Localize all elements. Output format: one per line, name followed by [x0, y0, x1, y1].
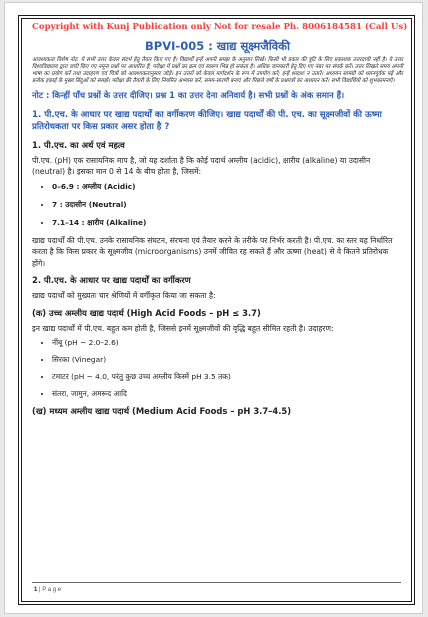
list-item: • 7 : उदासीन (Neutral) [52, 199, 403, 211]
section-heading-classification: 2. पी.एच. के आधार पर खाद्य पदार्थों का वर्गीकरण [32, 275, 191, 285]
page-footer [34, 587, 61, 593]
ph-definition-paragraph: पी.एच. (pH) एक रासायनिक माप है, जो यह दर्शाता है कि कोई पदार्थ अम्लीय (acidic), क्षारीय (alkaline) या उदासीन (neutral) है। इसका मान 0 से 14 के बीच होता है, जिसमें: [32, 155, 371, 176]
section-heading-ph-meaning: 1. पी.एच. का अर्थ एवं महत्व [32, 139, 125, 150]
list-item: • 7.1–14 : क्षारीय (Alkaline) [52, 217, 403, 229]
subheading-high-acid: (क) उच्च अम्लीय खाद्य पदार्थ (High Acid Foods – pH ≤ 3.7) [32, 307, 261, 318]
document-title: BPVI-005 : खाद्य सूक्ष्मजैविकी [145, 39, 290, 53]
list-item: • नींबू (pH ~ 2.0–2.6) [52, 337, 403, 349]
page-border [18, 15, 415, 605]
ph-dependency-paragraph: खाद्य पदार्थों की पी.एच. उनके रासायनिक संघटन, संरचना एवं तैयार करने के तरीके पर निर्भर करती है। पी.एच. का स्तर यह निर्धारित करता है कि किस प्रकार के सूक्ष्मजीव (microorganisms) उनमें जीवित रह सकते हैं और ऊष्मा (heat) से वे कितने प्रतिरोधक होंगे। [32, 235, 393, 268]
subheading-medium-acid: (ख) मध्यम अम्लीय खाद्य पदार्थ (Medium Acid Foods – pH 3.7–4.5) [32, 406, 292, 416]
list-item: • सिरका (Vinegar) [52, 354, 403, 366]
list-item: • संतरा, जामुन, अमरूद आदि [52, 388, 403, 400]
page-content [32, 19, 408, 417]
footer-divider [32, 582, 401, 583]
instruction-note: नोट : किन्हीं पाँच प्रश्नों के उत्तर दीजिए। प्रश्न 1 का उत्तर देना अनिवार्य है। सभी प्रश्नों के अंक समान हैं। [32, 90, 345, 100]
high-acid-examples-list [32, 337, 403, 400]
page-label: | P a g e [39, 587, 62, 593]
list-item: • टमाटर (pH ~ 4.0, परंतु कुछ उच्च अम्लीय किस्में pH 3.5 तक) [52, 371, 403, 383]
ph-range-list [32, 181, 403, 229]
intro-paragraph: आवश्यकता विशेष नोट: ये सभी उत्तर केवल संदर्भ हेतु तैयार किए गए हैं। विद्यार्थी इन्हें अपनी समझ के अनुसार लिखें। किसी भी प्रकार की त्रुटि के लिए प्रकाशक उत्तरदायी नहीं है। ये उत्तर विश्वविद्यालय द्वारा जारी किए गए नमूना प्रश्नों पर आधारित हैं; परीक्षा में प्रश्नों का क्रम एवं स्वरूप भिन्न हो सकता है। अधिक जानकारी हेतु दिए गए नंबर पर संपर्क करें। उत्तर लिखते समय अपनी भाषा का प्रयोग करें तथा उदाहरण एवं चित्रों को आवश्यकतानुसार जोड़ें। इन उत्तरों को केवल मार्गदर्शन के रूप में उपयोग करें; इन्हें शब्दशः न उतारें। अध्ययन सामग्री को ध्यानपूर्वक पढ़ें और प्रत्येक इकाई के मुख्य बिंदुओं को समझें। परीक्षा की तैयारी के लिए नियमित अभ्यास करें, समय-सारणी बनाएं और पिछले वर्षों के प्रश्नपत्रों का अध्ययन करें। सभी विद्यार्थियों को शुभकामनाएँ। [32, 57, 403, 84]
page-number: 1 [34, 587, 38, 593]
high-acid-paragraph: इन खाद्य पदार्थों में पी.एच. बहुत कम होती है, जिससे इनमें सूक्ष्मजीवों की वृद्धि बहुत सीमित रहती है। उदाहरण: [32, 323, 334, 333]
classification-intro: खाद्य पदार्थों को मुख्यतः चार श्रेणियों में वर्गीकृत किया जा सकता है: [32, 291, 216, 300]
list-item: • 0–6.9 : अम्लीय (Acidic) [52, 181, 403, 193]
copyright-header: Copyright with Kunj Publication only Not for resale Ph. 8006184581 (Call Us) [32, 22, 408, 32]
question-1: 1. पी.एच. के आधार पर खाद्य पदार्थों का वर्गीकरण कीजिए। खाद्य पदार्थों की पी. एच. का सूक्ष्मजीवों की ऊष्मा प्रतिरोधकता पर किस प्रकार असर होता है ? [32, 109, 382, 132]
document-page [4, 2, 423, 614]
